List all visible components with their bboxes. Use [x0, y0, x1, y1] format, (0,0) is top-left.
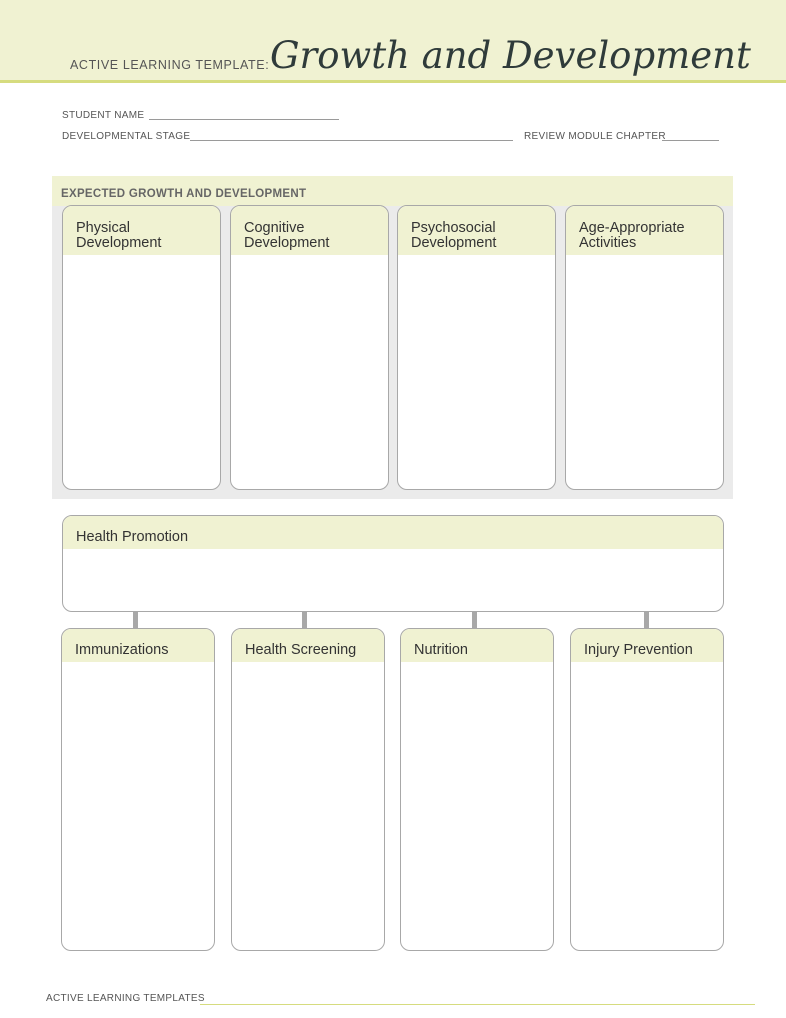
- expected-growth-title: EXPECTED GROWTH AND DEVELOPMENT: [61, 188, 307, 200]
- box-title: Nutrition: [414, 642, 468, 658]
- template-header: [0, 0, 786, 83]
- box-title: Psychosocial Development: [411, 220, 497, 251]
- box-title: Age-Appropriate Activities: [579, 220, 685, 251]
- physical-development-box[interactable]: [62, 205, 221, 490]
- injury-prevention-box[interactable]: [570, 628, 724, 951]
- footer-label: ACTIVE LEARNING TEMPLATES: [46, 993, 205, 1004]
- box-title: Immunizations: [75, 642, 169, 658]
- psychosocial-development-box[interactable]: [397, 205, 556, 490]
- developmental-stage-label: DEVELOPMENTAL STAGE: [62, 131, 191, 142]
- box-title: Physical Development: [76, 220, 162, 251]
- box-title: Injury Prevention: [584, 642, 693, 658]
- connector: [644, 612, 649, 628]
- student-name-field[interactable]: [149, 119, 339, 120]
- page-title: Growth and Development: [270, 34, 751, 77]
- immunizations-box[interactable]: [61, 628, 215, 951]
- health-promotion-title: Health Promotion: [76, 529, 189, 545]
- health-promotion-box[interactable]: [62, 515, 724, 612]
- nutrition-box[interactable]: [400, 628, 554, 951]
- cognitive-development-box[interactable]: [230, 205, 389, 490]
- box-title: Cognitive Development: [244, 220, 330, 251]
- review-module-chapter-label: REVIEW MODULE CHAPTER: [524, 131, 666, 142]
- student-name-label: STUDENT NAME: [62, 110, 145, 121]
- connector: [302, 612, 307, 628]
- box-title: Health Screening: [245, 642, 357, 658]
- review-module-chapter-field[interactable]: [662, 140, 719, 141]
- connector: [133, 612, 138, 628]
- connector: [472, 612, 477, 628]
- developmental-stage-field[interactable]: [190, 140, 513, 141]
- template-label: ACTIVE LEARNING TEMPLATE:: [70, 58, 270, 72]
- age-appropriate-activities-box[interactable]: [565, 205, 724, 490]
- footer-divider: [200, 1004, 755, 1005]
- health-screening-box[interactable]: [231, 628, 385, 951]
